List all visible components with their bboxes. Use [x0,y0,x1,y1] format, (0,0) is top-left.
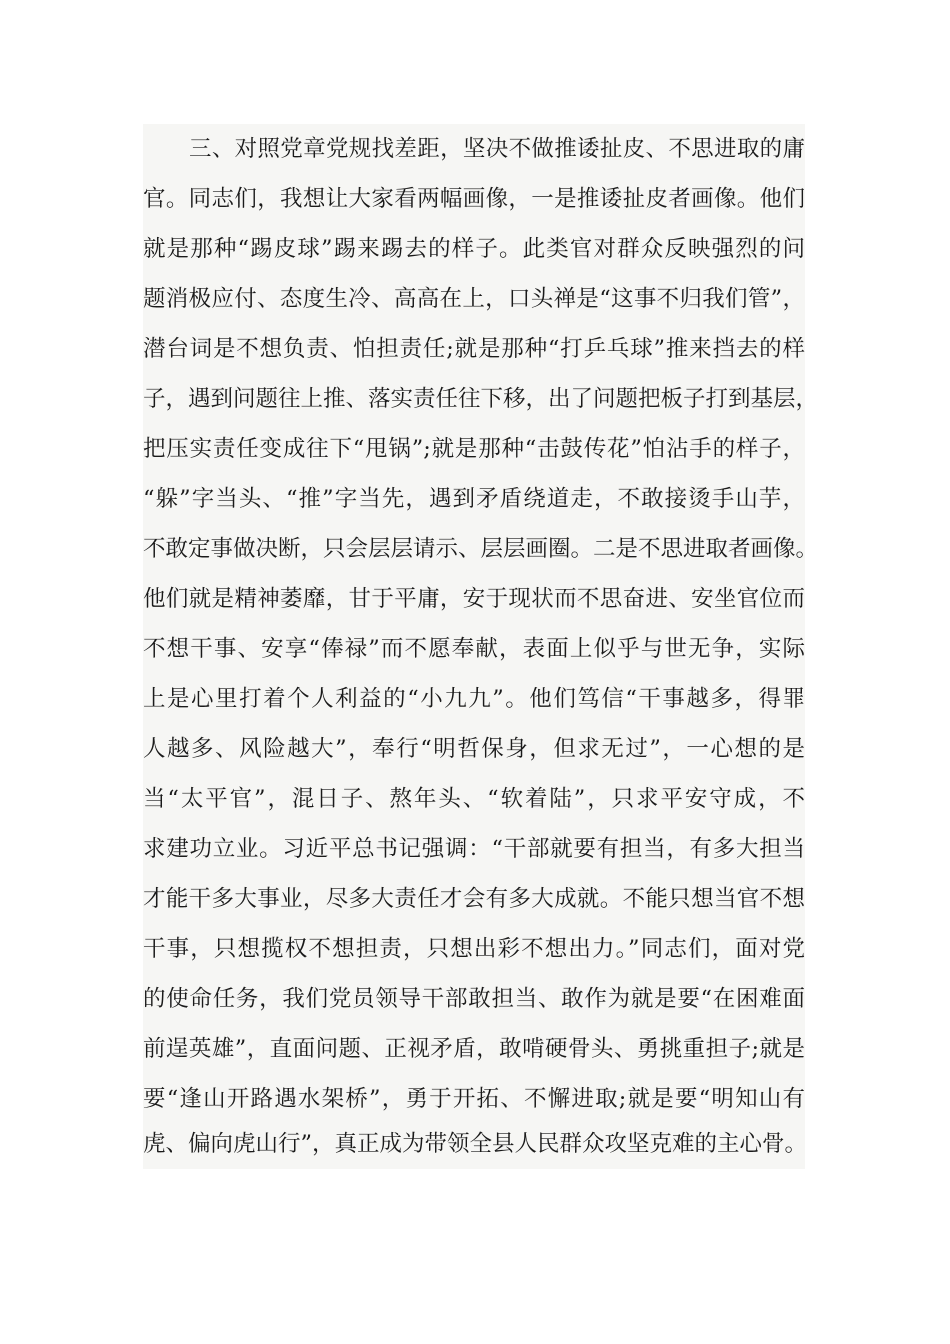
paragraph-line-6: 子，遇到问题往上推、落实责任往下移，出了问题把板子打到基层， [143,386,819,412]
paragraph-line-18: 的使命任务，我们党员领导干部敢担当、敢作为就是要“在困难面 [143,986,805,1012]
paragraph-line-20: 要“逢山开路遇水架桥”，勇于开拓、不懈进取;就是要“明知山有 [143,1086,805,1112]
paragraph-line-1: 三、对照党章党规找差距，坚决不做推诿扯皮、不思进取的庸 [189,136,805,162]
paragraph [143,124,819,1169]
paragraph-line-10: 他们就是精神萎靡，甘于平庸，安于现状而不思奋进、安坐官位而 [143,586,805,612]
paragraph-line-16: 才能干多大事业，尽多大责任才会有多大成就。不能只想当官不想 [143,886,805,912]
paragraph-line-21: 虎、偏向虎山行”，真正成为带领全县人民群众攻坚克难的主心骨。 [143,1131,808,1157]
paragraph-line-8: “躲”字当头、“推”字当先，遇到矛盾绕道走，不敢接烫手山芋， [143,486,805,512]
paragraph-line-5: 潜台词是不想负责、怕担责任;就是那种“打乒乓球”推来挡去的样 [143,336,805,362]
paragraph-line-14: 当“太平官”，混日子、熬年头、“软着陆”，只求平安守成，不 [143,786,805,812]
paragraph-line-15: 求建功立业。习近平总书记强调：“干部就要有担当，有多大担当 [143,836,805,862]
paragraph-line-7: 把压实责任变成往下“甩锅”;就是那种“击鼓传花”怕沾手的样子， [143,436,805,462]
paragraph-line-11: 不想干事、安享“俸禄”而不愿奉献，表面上似乎与世无争，实际 [143,636,805,662]
paragraph-line-13: 人越多、风险越大”，奉行“明哲保身，但求无过”，一心想的是 [143,736,805,762]
paragraph-line-4: 题消极应付、态度生冷、高高在上，口头禅是“这事不归我们管”， [143,286,805,312]
paragraph-line-2: 官。同志们，我想让大家看两幅画像，一是推诿扯皮者画像。他们 [143,186,805,212]
paragraph-line-9: 不敢定事做决断，只会层层请示、层层画圈。二是不思进取者画像。 [143,536,819,562]
paragraph-line-19: 前逞英雄”，直面问题、正视矛盾，敢啃硬骨头、勇挑重担子;就是 [143,1036,805,1062]
paragraph-line-3: 就是那种“踢皮球”踢来踢去的样子。此类官对群众反映强烈的问 [143,236,805,262]
paragraph-line-12: 上是心里打着个人利益的“小九九”。他们笃信“干事越多，得罪 [143,686,805,712]
paragraph-line-17: 干事，只想揽权不想担责，只想出彩不想出力。”同志们，面对党 [143,936,805,962]
